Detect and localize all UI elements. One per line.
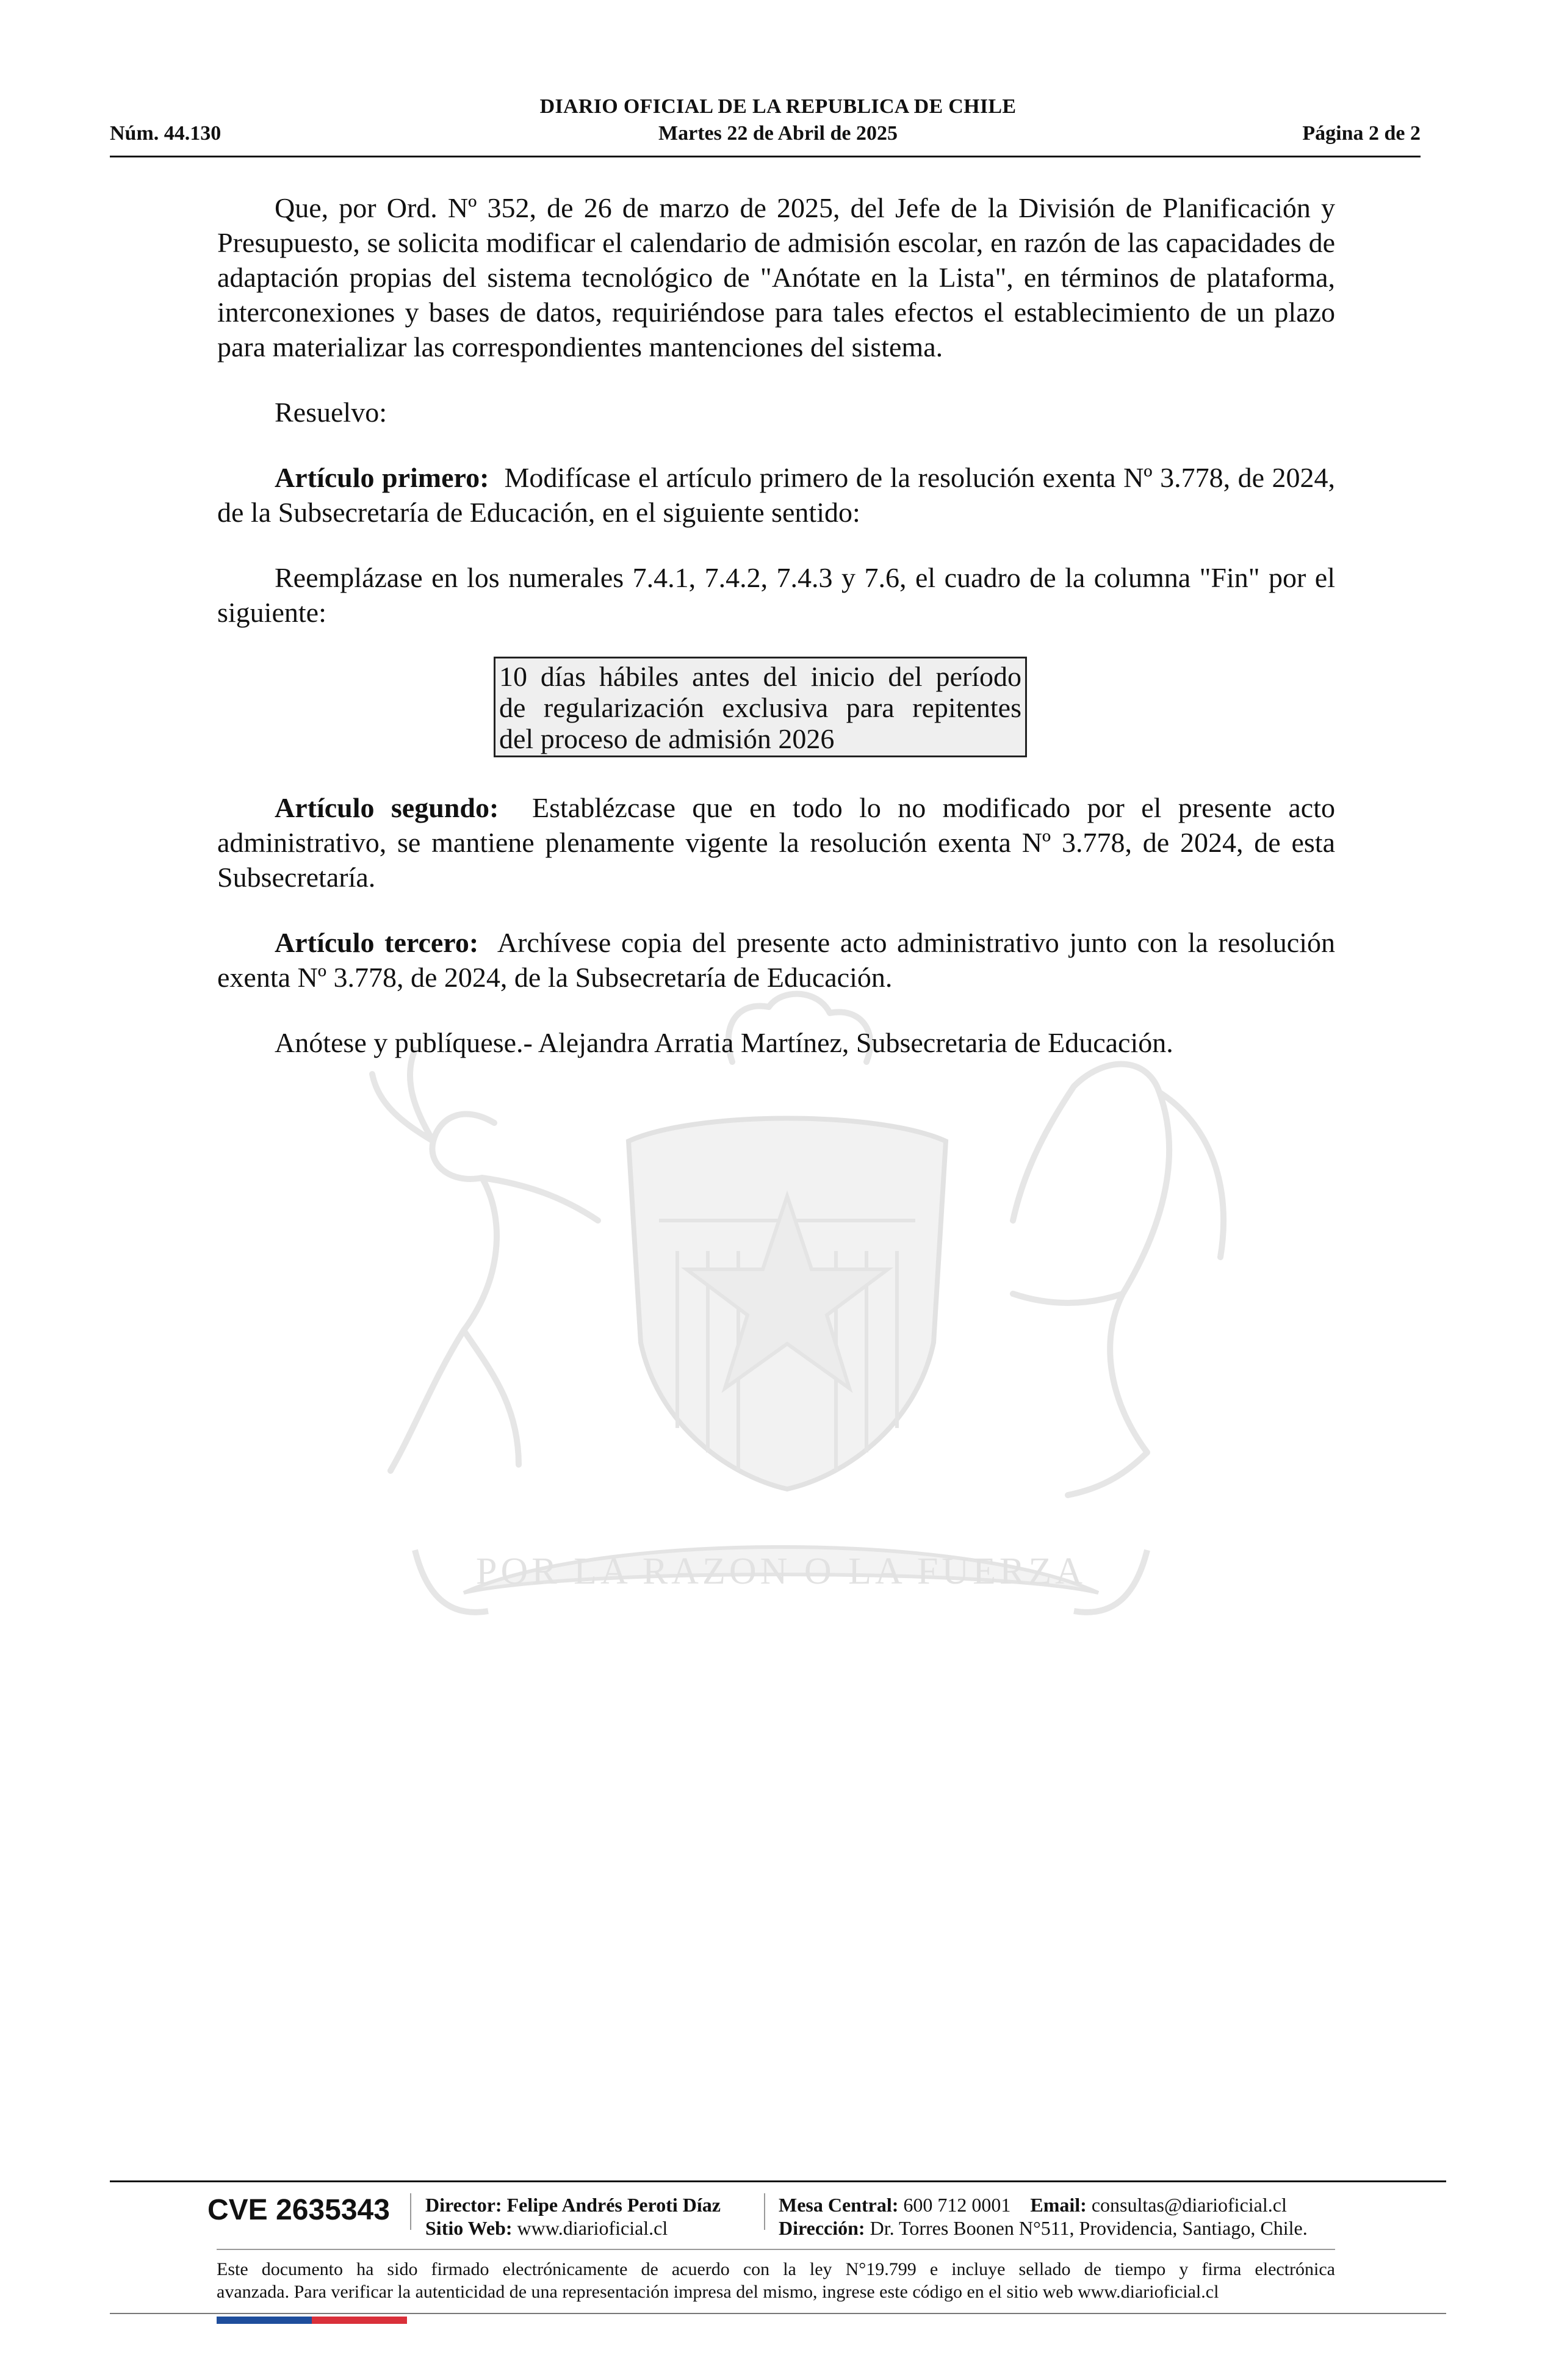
address-value: Dr. Torres Boonen N°511, Providencia, Santiago, Chile. <box>870 2217 1308 2239</box>
article-1 <box>217 460 1335 530</box>
article-3 <box>217 925 1335 995</box>
replacement-table-cell <box>494 657 1027 757</box>
footer-divider-middle <box>217 2249 1335 2250</box>
issue-number: Núm. 44.130 <box>110 122 222 145</box>
newspaper-title: DIARIO OFICIAL DE LA REPUBLICA DE CHILE <box>539 95 1017 118</box>
article-3-label: Artículo tercero: <box>275 927 479 958</box>
director-label: Director: <box>425 2194 502 2216</box>
article-2-label: Artículo segundo: <box>275 792 499 823</box>
document-body <box>217 190 1335 1091</box>
legal-line: Este documento ha sido firmado electrónicamente de acuerdo con la ley N°19.799 e incluye sellado de tiempo y firma electrónica <box>217 2259 1335 2279</box>
article-1-label: Artículo primero: <box>275 462 489 493</box>
footer-divider-bottom <box>110 2313 1446 2314</box>
coat-motto: POR LA RAZON O LA FUERZA <box>475 1551 1087 1592</box>
paragraph-resuelvo: Resuelvo: <box>275 397 387 428</box>
flag-stripe-red <box>312 2317 407 2324</box>
issue-date: Martes 22 de Abril de 2025 <box>658 122 898 145</box>
director-value: Felipe Andrés Peroti Díaz <box>506 2194 721 2216</box>
paragraph-reemplazase: Reemplázase en los numerales 7.4.1, 7.4.2, 7.4.3 y 7.6, el cuadro de la columna "Fin" por el siguiente: <box>217 562 1335 628</box>
web-link[interactable]: www.diarioficial.cl <box>517 2217 668 2239</box>
director-info <box>425 2193 721 2240</box>
cve-code: CVE 2635343 <box>207 2194 390 2226</box>
closing-signature: Anótese y publíquese.- Alejandra Arratia Martínez, Subsecretaria de Educación. <box>275 1027 1173 1058</box>
table-cell-line: de regularización exclusiva para repitentes <box>499 692 1021 723</box>
footer-divider-top <box>110 2180 1446 2182</box>
footer-separator <box>410 2193 411 2230</box>
flag-stripe-blue <box>217 2317 312 2324</box>
contact-info <box>779 2193 1308 2240</box>
legal-notice <box>217 2258 1335 2303</box>
article-1-text: Modifícase el artículo primero de la resolución exenta Nº 3.778, de 2024, de la Subsecretaría de Educación, en el siguiente sentido: <box>217 462 1336 528</box>
address-label: Dirección: <box>779 2217 865 2239</box>
article-2 <box>217 790 1335 895</box>
web-label: Sitio Web: <box>425 2217 513 2239</box>
header-divider <box>110 156 1421 157</box>
footer-separator <box>764 2193 765 2230</box>
legal-line: avanzada. Para verificar la autenticidad de una representación impresa del mismo, ingrese este código en el sitio web www.diarioficial.cl <box>217 2282 1219 2302</box>
article-2-text: Establézcase que en todo lo no modificado por el presente acto administrativo, se mantiene plenamente vigente la resolución exenta Nº 3.778, de 2024, de esta Subsecretaría. <box>217 792 1336 893</box>
table-cell-line: 10 días hábiles antes del inicio del período <box>499 661 1021 692</box>
email-link[interactable]: consultas@diarioficial.cl <box>1091 2194 1287 2216</box>
article-3-text: Archívese copia del presente acto administrativo junto con la resolución exenta Nº 3.778, de 2024, de la Subsecretaría de Educación. <box>217 927 1336 993</box>
paragraph-considerando: Que, por Ord. Nº 352, de 26 de marzo de 2025, del Jefe de la División de Planificación y Presupuesto, se solicita modificar el calendario de admisión escolar, en razón de las capacidades de adaptación propias del sistema tecnológico de "Anótate en la Lista", en términos de plataforma, interconexiones y bases de datos, requiriéndose para tales efectos el establecimiento de un plazo para materializar las correspondientes mantenciones del sistema. <box>217 192 1335 362</box>
mesa-label: Mesa Central: <box>779 2194 899 2216</box>
mesa-value: 600 712 0001 <box>903 2194 1011 2216</box>
email-label: Email: <box>1030 2194 1087 2216</box>
page-indicator: Página 2 de 2 <box>1302 122 1421 145</box>
table-cell-line: del proceso de admisión 2026 <box>499 723 835 754</box>
